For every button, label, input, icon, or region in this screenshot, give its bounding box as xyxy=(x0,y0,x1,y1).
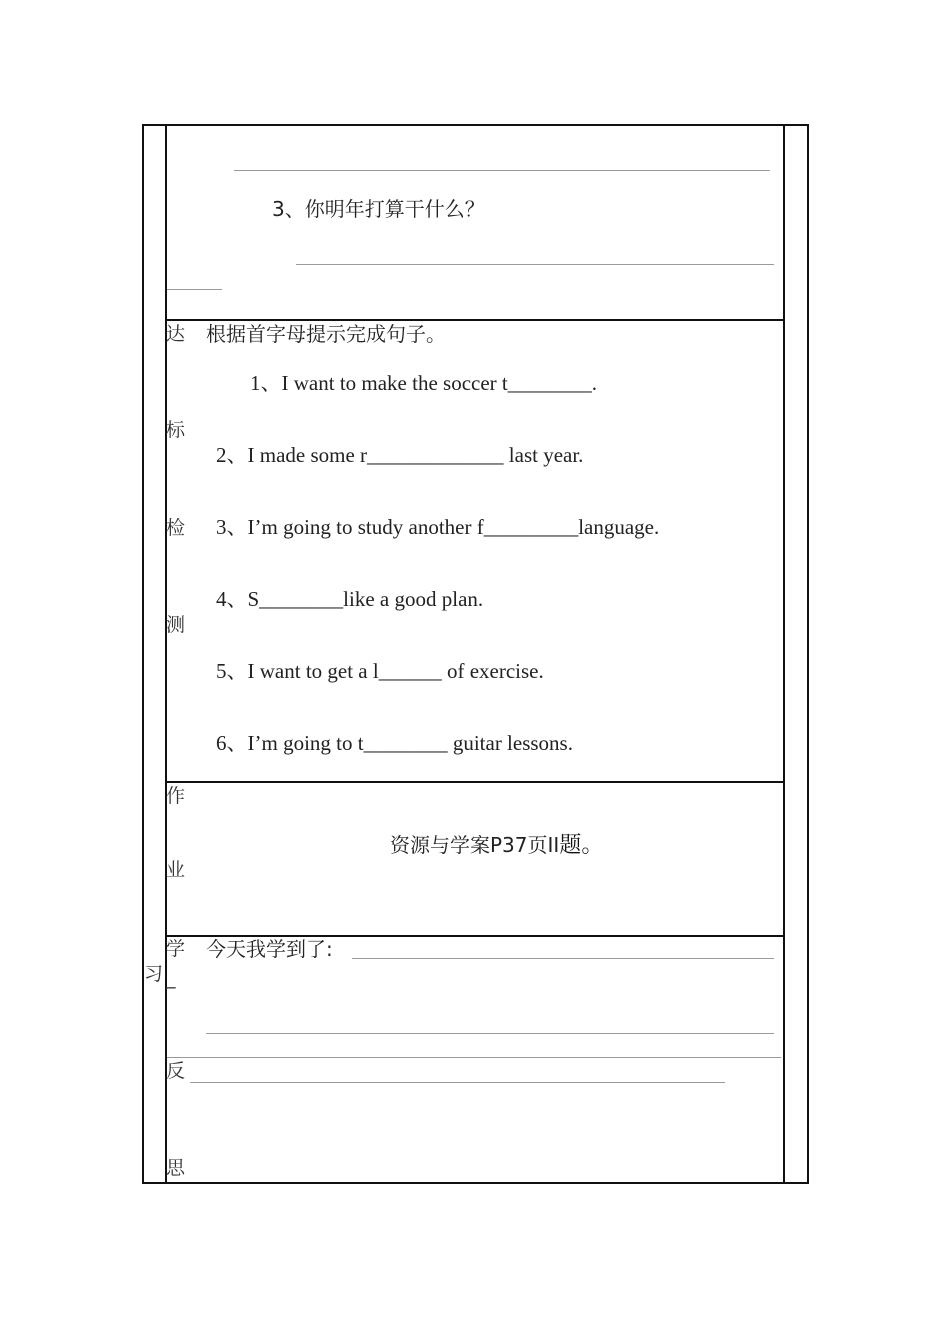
question-3: 3、你明年打算干什么？ xyxy=(272,197,485,221)
row-divider-2 xyxy=(165,781,785,783)
exercise-item-3: 3、I’m going to study another f_________language. xyxy=(216,515,660,539)
exercise-item-2: 2、I made some r_____________ last year. xyxy=(216,443,584,467)
side-char-xue: 学 xyxy=(166,938,186,960)
reflection-line-3 xyxy=(167,1057,781,1058)
homework-reference-end: 题。 xyxy=(559,833,604,858)
dabiao-instruction: 根据首字母提示完成句子。 xyxy=(206,322,446,346)
answer-line-3 xyxy=(296,264,774,265)
reflection-line-4 xyxy=(190,1082,725,1083)
exercise-item-6: 6、I’m going to t________ guitar lessons. xyxy=(216,731,573,755)
side-char-da: 达 xyxy=(166,323,186,345)
homework-text xyxy=(390,832,603,859)
side-char-biao: 标 xyxy=(166,419,186,441)
exercise-item-5: 5、I want to get a l______ of exercise. xyxy=(216,659,544,683)
side-char-xi: 习 xyxy=(144,963,164,985)
reflection-line-1 xyxy=(352,958,774,959)
table-border-top xyxy=(142,124,809,126)
side-char-fan: 反 xyxy=(166,1060,186,1082)
reflection-prompt: 今天我学到了: xyxy=(206,937,333,961)
answer-line-3-continued xyxy=(167,289,222,290)
side-char-ce: 测 xyxy=(166,614,186,636)
table-border-right xyxy=(807,124,809,1184)
homework-reference: 资源与学案P37页II xyxy=(390,833,560,857)
table-column-divider-left xyxy=(165,124,167,1184)
side-char-si: 思 xyxy=(166,1157,186,1179)
side-char-jian: 检 xyxy=(166,517,186,539)
table-column-divider-right xyxy=(783,124,785,1184)
side-char-ye: 业 xyxy=(166,859,186,881)
exercise-item-4: 4、S________like a good plan. xyxy=(216,587,484,611)
exercise-item-1: 1、I want to make the soccer t________. xyxy=(250,371,597,395)
side-underscore: _ xyxy=(166,967,176,989)
table-border-bottom xyxy=(142,1182,809,1184)
side-char-zuo: 作 xyxy=(166,785,186,807)
table-border-left xyxy=(142,124,144,1184)
reflection-line-2 xyxy=(206,1033,774,1034)
answer-line-2 xyxy=(234,170,770,171)
